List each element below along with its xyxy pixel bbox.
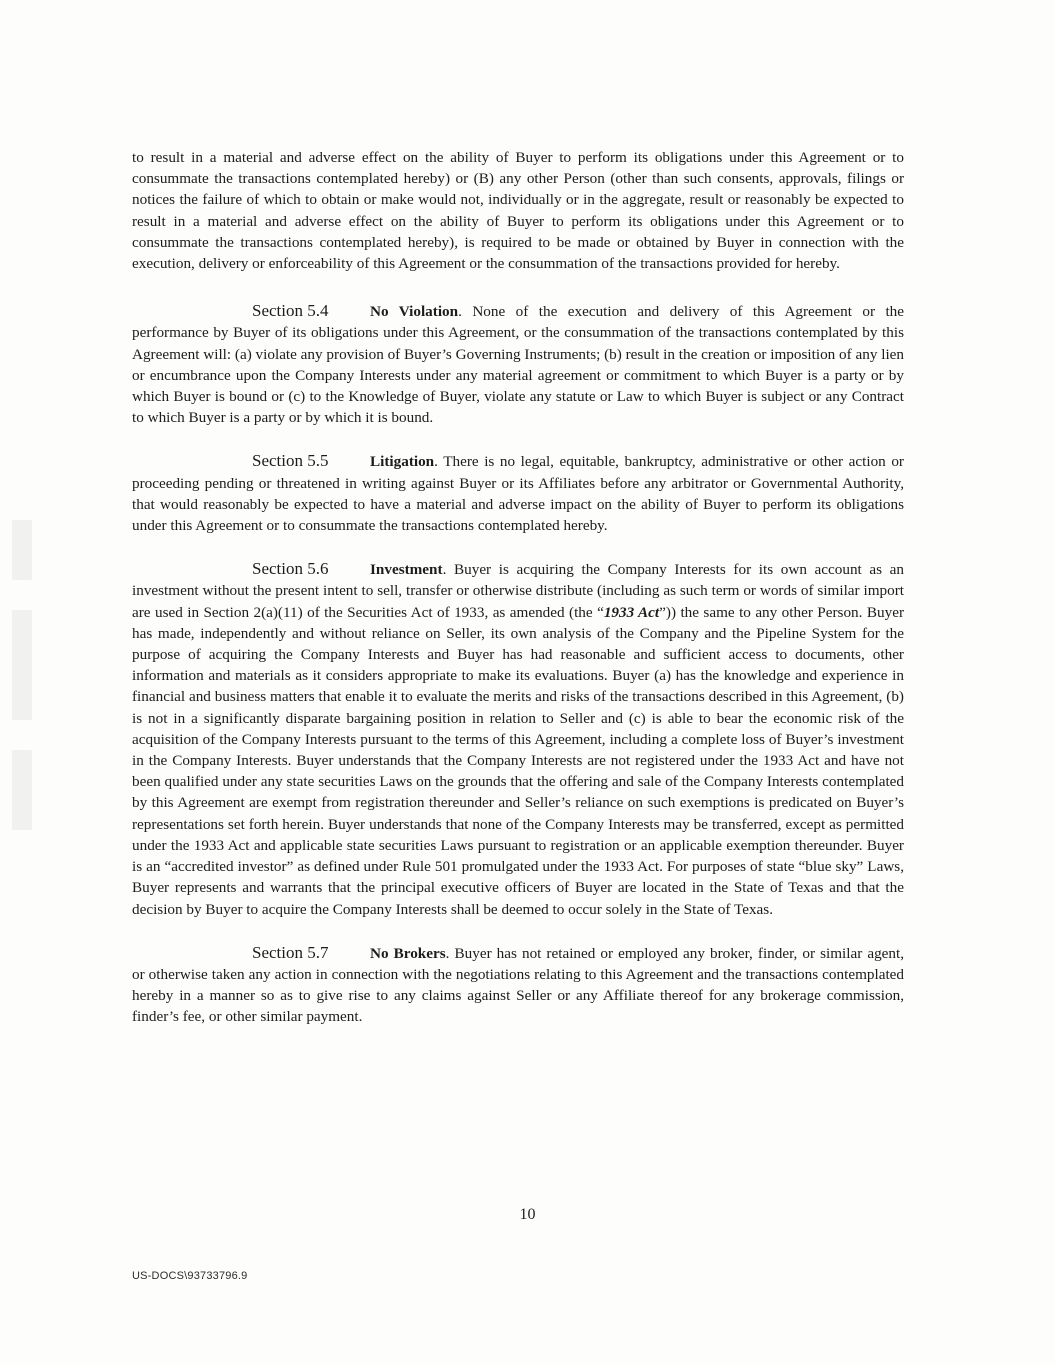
- scan-edge-shadow: [12, 610, 32, 720]
- section-text: Buyer has not retained or employed any broker, finder, or similar agent, or otherwise taken any action in connection with the negotiations relating to this Agreement and the transactions contemplated hereby in a manner so as to give rise to any claims against Seller or any Affiliate thereof for any brokerage commission, finder’s fee, or other similar payment.: [132, 944, 905, 1026]
- section-text: None of the execution and delivery of this Agreement or the performance by Buyer of its obligations under this Agreement, or the consummation of the transactions contemplated by this Agreement will: (a) violate any provision of Buyer’s Governing Instruments; (b) result in the creation or imposition of any lien or encumbrance upon the Company Interests under any material agreement or commitment to which Buyer is a party or by which Buyer is bound or (c) to the Knowledge of Buyer, violate any statute or Law to which Buyer is subject or any Contract to which Buyer is a party or by which it is bound.: [132, 303, 904, 427]
- section-5-7: Section 5.7 No Brokers. Buyer has not retained or employed any broker, finder, or similar agent, or otherwise taken any action in connection with the negotiations relating to this Agreement and the transactions contemplated hereby in a manner so as to give rise to any claims against Seller or any Affiliate thereof for any brokerage commission, finder’s fee, or other similar payment.: [132, 942, 905, 1026]
- section-text-part-2: ”)) the same to any other Person. Buyer has made, independently and without reliance on Seller, its own analysis of the Company and the Pipeline System for the purpose of acquiring the Company Interests and Buyer has had reasonable and sufficient access to documents, other information and materials as it considers appropriate to make its evaluations. Buyer (a) has the knowledge and experience in financial and business matters that enable it to evaluate the merits and risks of the transactions described in this Agreement, (b) is not in a significantly disparate bargaining position in relation to Seller and (c) is able to bear the economic risk of the acquisition of the Company Interests pursuant to the terms of this Agreement, including a complete loss of Buyer’s investment in the Company Interests. Buyer understands that the Company Interests are not registered under the 1933 Act and have not been qualified under any state securities Laws on the grounds that the offering and sale of the Company Interests contemplated by this Agreement are exempt from registration thereunder and Seller’s reliance on such exemptions is predicated on Buyer’s representations set forth herein. Buyer understands that none of the Company Interests may be transferred, except as permitted under the 1933 Act and applicable state securities Laws pursuant to registration or an applicable exemption thereunder. Buyer is an “accredited investor” as defined under Rule 501 promulgated under the 1933 Act. For purposes of state “blue sky” Laws, Buyer represents and warrants that the principal executive officers of Buyer are located in the State of Texas and that the decision by Buyer to acquire the Company Interests shall be deemed to occur solely in the State of Texas.: [132, 603, 904, 918]
- section-5-6: Section 5.6 Investment. Buyer is acquiring the Company Interests for its own account as an investment without the present intent to sell, transfer or otherwise distribute (including as such term or words of similar import are used in Section 2(a)(11) of the Securities Act of 1933, as amended (the “1933 Act”)) the same to any other Person. Buyer has made, independently and without reliance on Seller, its own analysis of the Company and the Pipeline System for the purpose of acquiring the Company Interests and Buyer has had reasonable and sufficient access to documents, other information and materials as it considers appropriate to make its evaluations. Buyer (a) has the knowledge and experience in financial and business matters that enable it to evaluate the merits and risks of the transactions described in this Agreement, (b) is not in a significantly disparate bargaining position in relation to Seller and (c) is able to bear the economic risk of the acquisition of the Company Interests pursuant to the terms of this Agreement, including a complete loss of Buyer’s investment in the Company Interests. Buyer understands that the Company Interests are not registered under the 1933 Act and have not been qualified under any state securities Laws on the grounds that the offering and sale of the Company Interests contemplated by this Agreement are exempt from registration thereunder and Seller’s reliance on such exemptions is predicated on Buyer’s representations set forth herein. Buyer understands that none of the Company Interests may be transferred, except as permitted under the 1933 Act and applicable state securities Laws pursuant to registration or an applicable exemption thereunder. Buyer is an “accredited investor” as defined under Rule 501 promulgated under the 1933 Act. For purposes of state “blue sky” Laws, Buyer represents and warrants that the principal executive officers of Buyer are located in the State of Texas and that the decision by Buyer to acquire the Company Interests shall be deemed to occur solely in the State of Texas.: [132, 559, 905, 918]
- scan-edge-shadow: [12, 750, 32, 830]
- section-number: Section 5.6: [252, 559, 329, 579]
- defined-term: 1933 Act: [603, 603, 660, 621]
- section-title: Litigation: [370, 453, 435, 471]
- section-title: Investment: [370, 561, 443, 579]
- document-id: US-DOCS\93733796.9: [132, 1270, 248, 1282]
- continuation-paragraph: [132, 147, 904, 274]
- section-number: Section 5.7: [252, 942, 329, 962]
- section-5-4: Section 5.4 No Violation. None of the execution and delivery of this Agreement or the performance by Buyer of its obligations under this Agreement, or the consummation of the transactions contemplated by this Agreement will: (a) violate any provision of Buyer’s Governing Instruments; (b) result in the creation or imposition of any lien or encumbrance upon the Company Interests under any material agreement or commitment to which Buyer is a party or by which Buyer is bound or (c) to the Knowledge of Buyer, violate any statute or Law to which Buyer is subject or any Contract to which Buyer is a party or by which it is bound.: [132, 301, 904, 427]
- section-5-5: Section 5.5 Litigation. There is no legal, equitable, bankruptcy, administrative or other action or proceeding pending or threatened in writing against Buyer or its Affiliates before any arbitrator or Governmental Authority, that would reasonably be expected to have a material and adverse impact on the ability of Buyer to perform its obligations under this Agreement or to consummate the transactions contemplated hereby.: [132, 451, 904, 535]
- scan-edge-shadow: [12, 520, 32, 580]
- section-number: Section 5.4: [252, 301, 329, 321]
- paragraph-text: to result in a material and adverse effect on the ability of Buyer to perform its obligations under this Agreement or to consummate the transactions contemplated hereby) or (B) any other Person (other than such consents, approvals, filings or notices the failure of which to obtain or make would not, individually or in the aggregate, result or reasonably be expected to result in a material and adverse effect on the ability of Buyer to perform its obligations under this Agreement or to consummate the transactions contemplated hereby), is required to be made or obtained by Buyer in connection with the execution, delivery or enforceability of this Agreement or the consummation of the transactions provided for hereby.: [132, 149, 904, 273]
- page-number: 10: [519, 1206, 536, 1223]
- section-number: Section 5.5: [252, 451, 329, 471]
- document-body: [132, 147, 904, 1050]
- section-title: No Violation: [370, 303, 459, 321]
- section-text: There is no legal, equitable, bankruptcy, administrative or other action or proceeding pending or threatened in writing against Buyer or its Affiliates before any arbitrator or Governmental Authority, that would reasonably be expected to have a material and adverse impact on the ability of Buyer to perform its obligations under this Agreement or to consummate the transactions contemplated hereby.: [132, 453, 904, 535]
- section-text-part-1: Buyer is acquiring the Company Interests for its own account as an investment without the present intent to sell, transfer or otherwise distribute (including as such term or words of similar import are used in Section 2(a)(11) of the Securities Act of 1933, as amended (the “: [132, 561, 905, 621]
- section-title: No Brokers: [370, 944, 446, 962]
